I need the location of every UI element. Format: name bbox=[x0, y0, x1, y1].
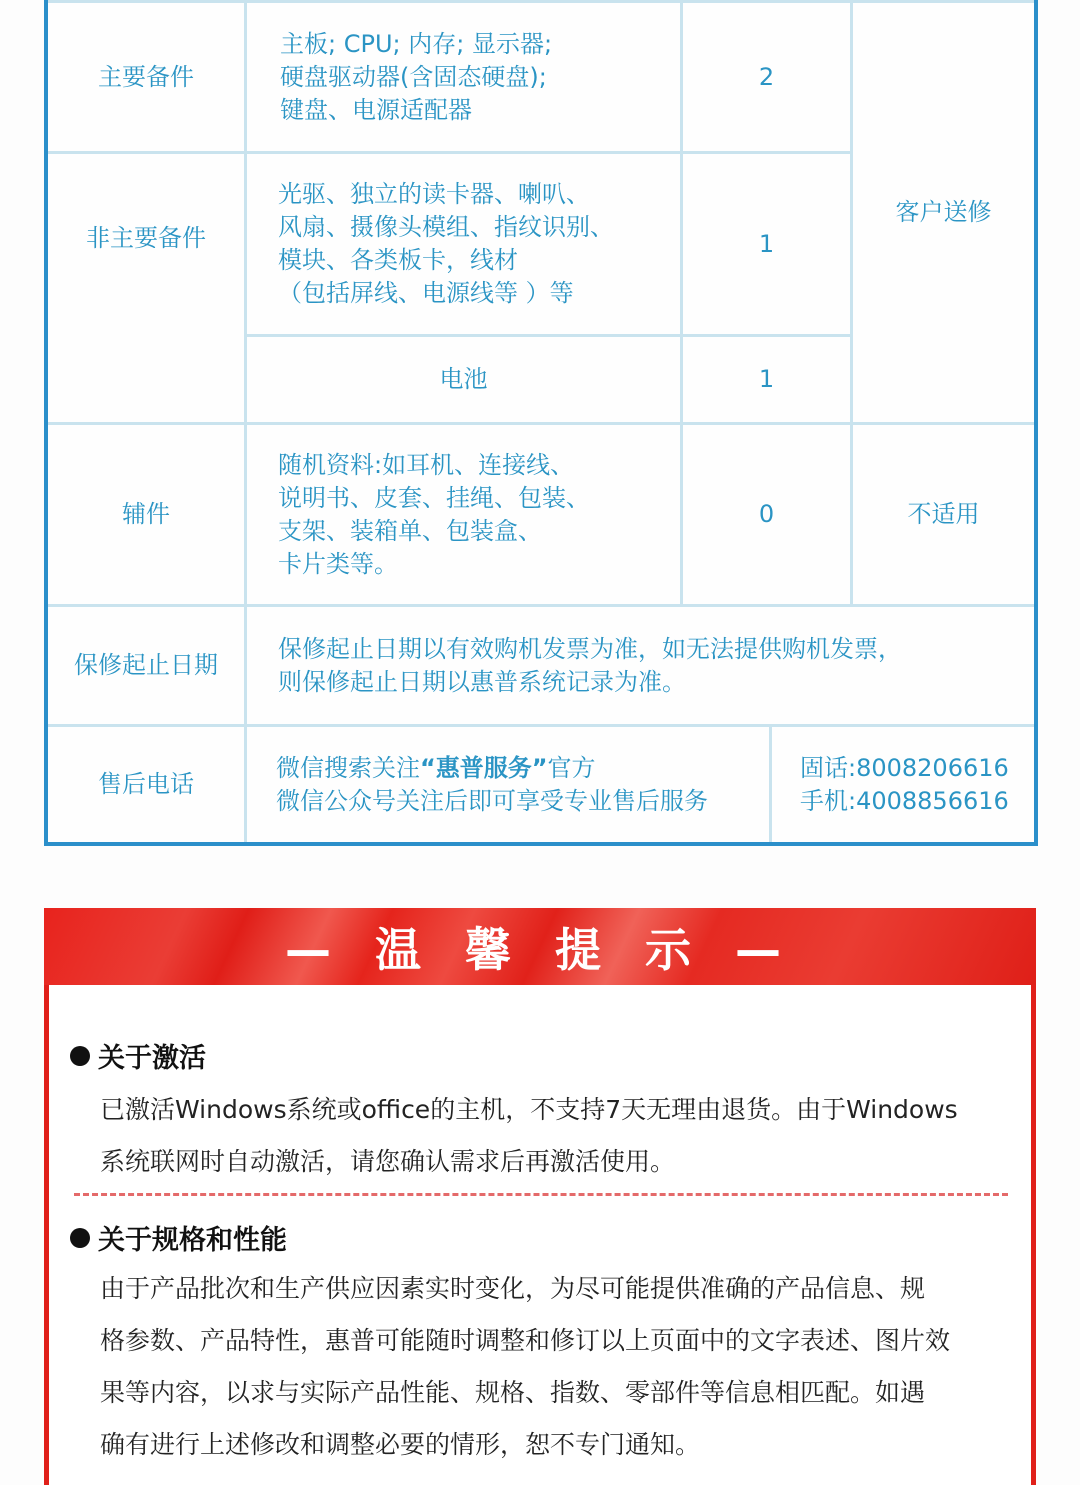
item-line: 支架、装箱单、包装盒、 bbox=[278, 516, 542, 545]
bullet-icon bbox=[70, 1046, 90, 1066]
warranty-years: 1 bbox=[758, 365, 775, 393]
text-line: 则保修起止日期以惠普系统记录为准。 bbox=[278, 667, 686, 696]
item-line: 风扇、摄像头模组、指纹识别、 bbox=[278, 213, 614, 241]
warranty-period-text bbox=[278, 607, 1034, 724]
warranty-years: 2 bbox=[758, 62, 775, 91]
after-sales-phones bbox=[800, 727, 1034, 842]
warranty-years: 1 bbox=[758, 229, 775, 258]
bullet-icon bbox=[70, 1228, 90, 1248]
after-sales-label: 售后电话 bbox=[98, 770, 194, 798]
wechat-line: 微信公众号关注后即可享受专业售后服务 bbox=[276, 786, 708, 815]
warranty-years: 0 bbox=[758, 500, 775, 528]
tip-activation-text: 已激活Windows系统或office的主机，不支持7天无理由退货。由于Windows 系统联网时自动激活，请您确认需求后再激活使用。 bbox=[100, 1095, 958, 1176]
non-main-parts-list bbox=[278, 154, 680, 334]
category-main-parts: 主要备件 bbox=[98, 62, 194, 91]
service-type: 不适用 bbox=[907, 500, 980, 528]
wechat-line: 微信搜索关注“惠普服务”官方 bbox=[276, 753, 596, 782]
item-line: 硬盘驱动器(含固态硬盘); bbox=[280, 62, 547, 91]
tip-heading-specs: 关于规格和性能 bbox=[70, 1218, 287, 1257]
item-line: 光驱、独立的读卡器、喇叭、 bbox=[278, 180, 590, 208]
battery-item: 电池 bbox=[439, 365, 488, 393]
category-accessories: 辅件 bbox=[122, 500, 170, 528]
item-line: 模块、各类板卡，线材 bbox=[278, 246, 518, 274]
accessories-list bbox=[278, 425, 680, 604]
warranty-table bbox=[44, 0, 1038, 846]
tip-heading-activation: 关于激活 bbox=[70, 1036, 206, 1075]
mobile-number: 手机:4008856616 bbox=[800, 786, 1009, 815]
category-non-main-parts: 非主要备件 bbox=[86, 223, 206, 252]
warranty-period-label: 保修起止日期 bbox=[74, 651, 218, 679]
after-sales-wechat bbox=[276, 727, 769, 842]
landline-number: 固话:8008206616 bbox=[800, 753, 1009, 782]
item-line: 键盘、电源适配器 bbox=[280, 95, 472, 124]
service-type-merged: 客户送修 bbox=[895, 198, 992, 226]
text-line: 保修起止日期以有效购机发票为准，如无法提供购机发票， bbox=[278, 634, 902, 663]
dashed-divider bbox=[74, 1193, 1008, 1196]
item-line: 随机资料:如耳机、连接线、 bbox=[278, 450, 575, 479]
item-line: 主板; CPU; 内存; 显示器; bbox=[280, 29, 553, 58]
tip-specs-text: 由于产品批次和生产供应因素实时变化，为尽可能提供准确的产品信息、规 格参数、产品特性，惠普可能随时调整和修订以上页面中的文字表述、图片效 果等内容，以求与实际产品性能、规格、指数、零部件等信息相匹配。如遇 确有进行上述修改和调整必要的情形，恕不专门通知。 bbox=[100, 1274, 951, 1459]
main-parts-list bbox=[280, 3, 680, 151]
tips-header: — 温 馨 提 示 — bbox=[44, 908, 1036, 985]
wechat-account-name: “惠普服务” bbox=[420, 753, 548, 782]
item-line: （包括屏线、电源线等 ）等 bbox=[278, 279, 574, 307]
item-line: 说明书、皮套、挂绳、包装、 bbox=[278, 483, 590, 512]
item-line: 卡片类等。 bbox=[278, 549, 398, 578]
grid-line bbox=[769, 725, 772, 842]
